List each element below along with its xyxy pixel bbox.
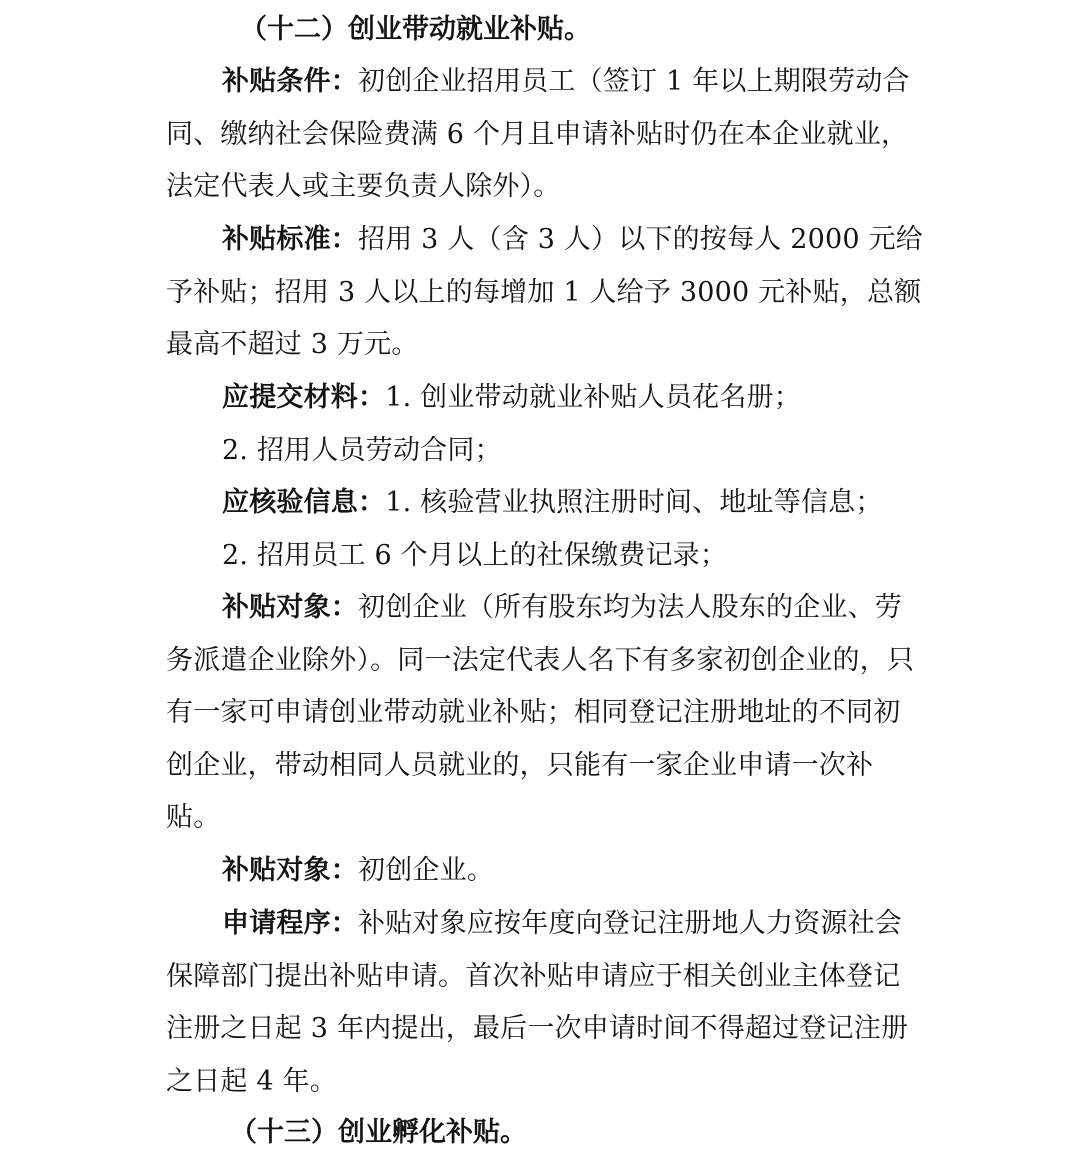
standard-label: 补贴标准： <box>222 224 358 255</box>
materials-item-1: 1. 创业带动就业补贴人员花名册； <box>385 382 801 413</box>
target-detail-paragraph <box>166 582 926 845</box>
verify-item-1: 1. 核验营业执照注册时间、地址等信息； <box>385 487 883 518</box>
standard-paragraph <box>166 214 926 372</box>
target-short-paragraph <box>166 845 926 898</box>
standard-text: 招用 3 人（含 3 人）以下的按每人 2000 元给予补贴；招用 3 人以上的每增加 1 人给予 3000 元补贴，总额最高不超过 3 万元。 <box>166 224 923 360</box>
target-short-text: 初创企业。 <box>358 855 494 886</box>
conditions-label: 补贴条件： <box>222 66 358 97</box>
conditions-text: 初创企业招用员工（签订 1 年以上期限劳动合同、缴纳社会保险费满 6 个月且申请补贴时仍在本企业就业，法定代表人或主要负责人除外）。 <box>166 66 910 202</box>
conditions-paragraph <box>166 56 926 214</box>
materials-label: 应提交材料： <box>222 382 386 413</box>
verify-item-2: 2. 招用员工 6 个月以上的社保缴费记录； <box>222 539 728 571</box>
procedure-text: 补贴对象应按年度向登记注册地人力资源社会保障部门提出补贴申请。首次补贴申请应于相关创业主体登记注册之日起 3 年内提出，最后一次申请时间不得超过登记注册之日起 4 年。 <box>166 908 909 1097</box>
section-12-heading: （十二）创业带动就业补贴。 <box>240 14 591 45</box>
section-13-heading: （十三）创业孵化补贴。 <box>230 1117 527 1148</box>
materials-item-2: 2. 招用人员劳动合同； <box>222 434 502 466</box>
target-short-label: 补贴对象： <box>222 855 358 886</box>
verify-label: 应核验信息： <box>222 487 386 518</box>
procedure-label: 申请程序： <box>222 908 358 939</box>
verify-paragraph <box>166 477 926 582</box>
target-detail-text: 初创企业（所有股东均为法人股东的企业、劳务派遣企业除外）。同一法定代表人名下有多家初创企业的，只有一家可申请创业带动就业补贴；相同登记注册地址的不同初创企业，带动相同人员就业的，只能有一家企业申请一次补贴。 <box>166 592 915 833</box>
materials-paragraph <box>166 372 926 477</box>
target-detail-label: 补贴对象： <box>222 592 358 623</box>
procedure-paragraph <box>166 898 926 1108</box>
